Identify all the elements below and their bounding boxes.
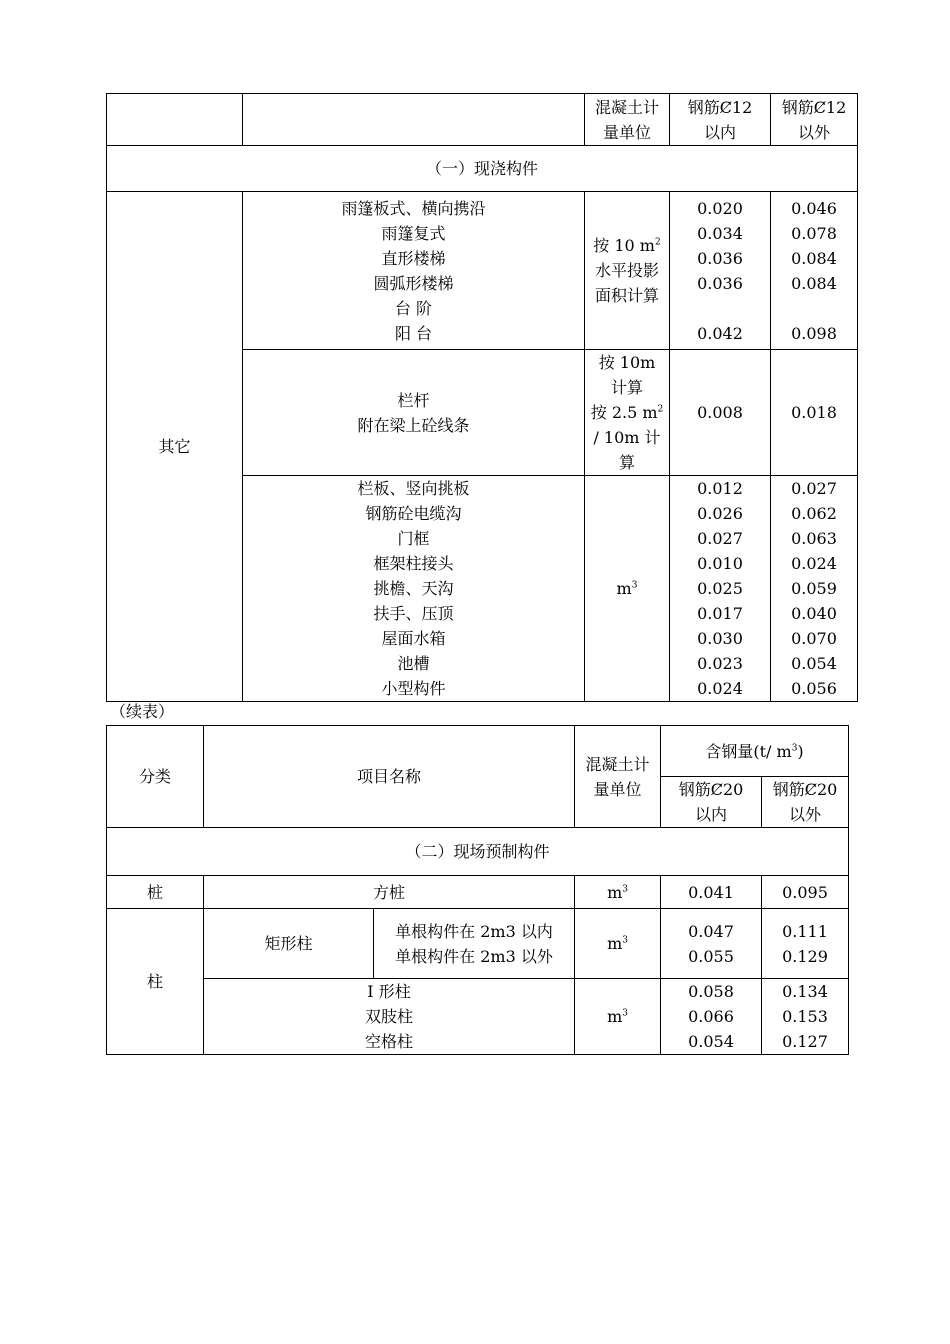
list-item: 台 阶 xyxy=(394,298,433,318)
category-cell: 其它 xyxy=(107,192,243,702)
category-cell: 桩 xyxy=(107,876,204,909)
table-row xyxy=(107,876,849,909)
header-unit xyxy=(585,94,670,146)
steel-content-close: ) xyxy=(797,741,804,761)
value-cell: 0.127 xyxy=(782,1032,828,1051)
unit-superscript: 2 xyxy=(654,237,661,248)
list-item: 扶手、压顶 xyxy=(373,604,454,623)
list-item: 小型构件 xyxy=(381,679,446,698)
list-item: 门框 xyxy=(397,529,430,548)
group2-unit xyxy=(585,350,670,476)
group1-items xyxy=(243,192,585,350)
list-item: 直形楼梯 xyxy=(381,248,446,268)
value-cell: 0.020 xyxy=(697,198,743,218)
header-steel-small xyxy=(661,777,762,828)
steel-content-label: 含钢量(t/ m xyxy=(705,741,792,761)
rect-steel-small xyxy=(661,909,762,979)
header-steel-small-line: 以内 xyxy=(703,122,736,142)
unit-superscript: 3 xyxy=(631,580,638,591)
table1-header-row xyxy=(107,94,858,146)
value-cell: 0.036 xyxy=(697,273,743,293)
value-cell: 0.047 xyxy=(688,921,734,941)
value-cell: 0.153 xyxy=(782,1007,828,1026)
section-title: （二）现场预制构件 xyxy=(107,828,849,876)
unit-text: 水平投影 xyxy=(594,261,659,280)
value-cell: 0.084 xyxy=(791,248,837,268)
value-cell xyxy=(670,296,770,321)
value-cell: 0.070 xyxy=(791,629,837,648)
header-blank-category xyxy=(107,94,243,146)
value-cell: 0.062 xyxy=(791,504,837,523)
list-item: 附在梁上砼线条 xyxy=(357,415,470,435)
unit-text: m xyxy=(607,1007,623,1026)
value-cell: 0.084 xyxy=(791,273,837,293)
value-cell: 0.063 xyxy=(791,529,837,548)
list-item: 雨篷板式、横向携沿 xyxy=(341,198,486,218)
list-item: 屋面水箱 xyxy=(381,629,446,648)
table-row xyxy=(107,192,858,350)
unit-text: m xyxy=(607,934,623,953)
table1-section-row xyxy=(107,146,858,192)
unit-text: 按 2.5 m xyxy=(590,403,658,422)
table-precast xyxy=(106,725,849,1055)
header-steel-large-line: 钢筋Ȼ20 xyxy=(772,780,838,799)
continued-label: （续表） xyxy=(110,702,175,721)
value-cell: 0.054 xyxy=(791,654,837,673)
header-steel-small-line: 钢筋Ȼ12 xyxy=(687,97,753,117)
value-cell: 0.027 xyxy=(697,529,743,548)
value-cell: 0.036 xyxy=(697,248,743,268)
unit-cell xyxy=(575,909,661,979)
value-cell: 0.008 xyxy=(670,350,771,476)
value-cell: 0.026 xyxy=(697,504,743,523)
value-cell: 0.095 xyxy=(762,876,849,909)
list-item: 单根构件在 2m3 以外 xyxy=(395,946,553,966)
header-category: 分类 xyxy=(107,726,204,828)
other-columns-items xyxy=(204,979,575,1055)
header-steel-small xyxy=(670,94,771,146)
unit-cell xyxy=(575,876,661,909)
group1-steel-large xyxy=(771,192,858,350)
list-item: 栏板、竖向挑板 xyxy=(357,479,470,498)
value-cell: 0.046 xyxy=(791,198,837,218)
header-unit-line: 量单位 xyxy=(593,779,642,799)
others-steel-large xyxy=(762,979,849,1055)
value-cell: 0.023 xyxy=(697,654,743,673)
list-item: 圆弧形楼梯 xyxy=(373,273,454,293)
header-unit-line: 量单位 xyxy=(602,122,651,142)
value-cell: 0.055 xyxy=(688,946,734,966)
header-steel-large-line: 以外 xyxy=(797,122,830,142)
value-cell: 0.098 xyxy=(791,323,837,343)
header-steel-large xyxy=(762,777,849,828)
rect-column-name: 矩形柱 xyxy=(204,909,374,979)
value-cell: 0.024 xyxy=(697,679,743,698)
value-cell: 0.040 xyxy=(791,604,837,623)
header-blank-item xyxy=(243,94,585,146)
list-item: 钢筋砼电缆沟 xyxy=(365,504,462,523)
group3-unit xyxy=(585,476,670,702)
value-cell: 0.018 xyxy=(771,350,858,476)
item-cell: 方桩 xyxy=(204,876,575,909)
table2-section-row xyxy=(107,828,849,876)
header-steel-large-line: 以外 xyxy=(789,805,822,824)
value-cell: 0.012 xyxy=(697,479,743,498)
header-steel-small-line: 以内 xyxy=(695,805,728,824)
value-cell: 0.034 xyxy=(697,223,743,243)
unit-text: 按 10m xyxy=(598,353,656,372)
rect-steel-large xyxy=(762,909,849,979)
header-unit xyxy=(575,726,661,828)
header-steel-large xyxy=(771,94,858,146)
list-item: I 形柱 xyxy=(367,982,411,1001)
unit-text: 按 10 m xyxy=(593,236,655,255)
unit-text: 面积计算 xyxy=(594,286,659,305)
header-steel-large-line: 钢筋Ȼ12 xyxy=(781,97,847,117)
unit-cell xyxy=(575,979,661,1055)
group1-unit xyxy=(585,192,670,350)
group3-steel-large xyxy=(771,476,858,702)
unit-text: m xyxy=(607,882,623,902)
unit-superscript: 2 xyxy=(657,404,664,415)
value-cell: 0.010 xyxy=(697,554,743,573)
group2-items xyxy=(243,350,585,476)
others-steel-small xyxy=(661,979,762,1055)
list-item: 池槽 xyxy=(397,654,430,673)
unit-text: 计算 xyxy=(610,378,643,397)
table-row xyxy=(107,909,849,979)
list-item: 挑檐、天沟 xyxy=(373,579,454,598)
value-cell xyxy=(771,296,857,321)
list-item: 雨篷复式 xyxy=(381,223,446,243)
value-cell: 0.042 xyxy=(697,323,743,343)
table2-header-row xyxy=(107,726,849,777)
value-cell: 0.041 xyxy=(661,876,762,909)
list-item: 空格柱 xyxy=(365,1032,414,1051)
value-cell: 0.056 xyxy=(791,679,837,698)
header-steel-small-line: 钢筋Ȼ20 xyxy=(678,780,744,799)
value-cell: 0.025 xyxy=(697,579,743,598)
value-cell: 0.134 xyxy=(782,982,828,1001)
header-steel-content xyxy=(661,726,849,777)
list-item: 双肢柱 xyxy=(365,1007,414,1026)
value-cell: 0.030 xyxy=(697,629,743,648)
value-cell: 0.111 xyxy=(782,921,828,941)
value-cell: 0.058 xyxy=(688,982,734,1001)
table-cast-in-place xyxy=(106,93,858,702)
unit-superscript: 3 xyxy=(622,935,628,946)
unit-text: / 10m 计 xyxy=(593,428,661,447)
rect-column-subitems xyxy=(374,909,575,979)
unit-superscript: 3 xyxy=(622,1008,628,1019)
value-cell: 0.129 xyxy=(782,946,828,966)
value-cell: 0.066 xyxy=(688,1007,734,1026)
section-title: （一）现浇构件 xyxy=(107,146,858,192)
value-cell: 0.024 xyxy=(791,554,837,573)
unit-text: 算 xyxy=(618,453,635,472)
group1-steel-small xyxy=(670,192,771,350)
list-item: 单根构件在 2m3 以内 xyxy=(395,921,553,941)
value-cell: 0.017 xyxy=(697,604,743,623)
header-item-name: 项目名称 xyxy=(204,726,575,828)
value-cell: 0.027 xyxy=(791,479,837,498)
value-cell: 0.054 xyxy=(688,1032,734,1051)
list-item: 栏杆 xyxy=(397,390,430,410)
list-item: 框架柱接头 xyxy=(373,554,454,573)
header-unit-line: 混凝土计 xyxy=(594,97,659,117)
unit-superscript: 3 xyxy=(791,743,798,754)
list-item: 阳 台 xyxy=(394,323,433,343)
group3-items xyxy=(243,476,585,702)
table-row xyxy=(107,979,849,1055)
group3-steel-small xyxy=(670,476,771,702)
value-cell: 0.059 xyxy=(791,579,837,598)
category-cell: 柱 xyxy=(107,909,204,1055)
unit-superscript: 3 xyxy=(622,884,628,895)
value-cell: 0.078 xyxy=(791,223,837,243)
unit-text: m xyxy=(616,579,632,598)
header-unit-line: 混凝土计 xyxy=(585,754,650,774)
